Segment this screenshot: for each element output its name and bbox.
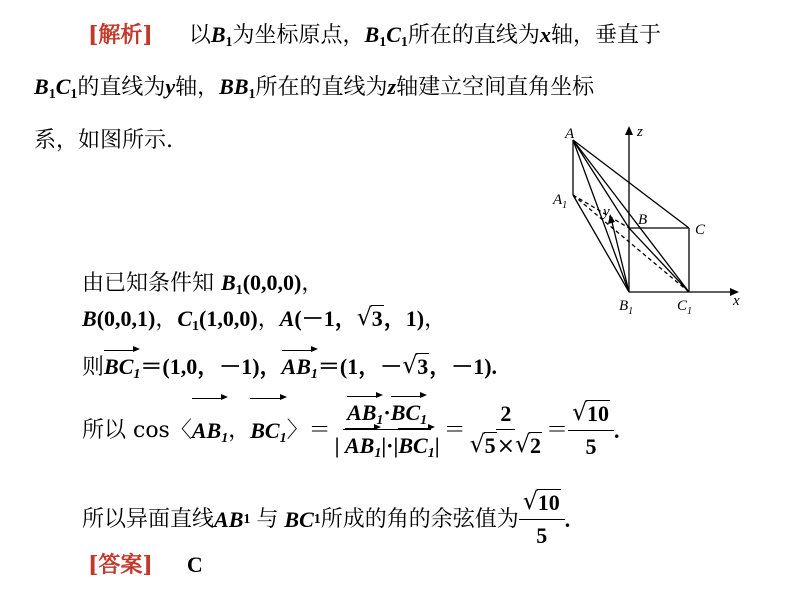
y-axis bbox=[611, 218, 629, 292]
label-c1: $C_1$ bbox=[677, 298, 693, 317]
answer-value: C bbox=[186, 552, 203, 577]
conclusion-line: 所以异面直线 AB 1 与 BC 1 所成的角的余弦值为 √ 10 5 . bbox=[82, 488, 570, 552]
cos-fraction-1: $\frac{AB_1\cdot BC_1}{| AB_1|\cdot|BC_1|}$ bbox=[334, 400, 440, 461]
result-fraction: √ 10 5 bbox=[519, 488, 565, 552]
analysis-line-1: [解析] 以$B_1$为坐标原点，$B_1C_1$所在的直线为x轴，垂直于 bbox=[88, 22, 661, 50]
cos-line: 所以 cos〈 $AB_1$ ， $BC_1$ 〉＝ $\frac{AB_1\cdot BC_1}{| AB_1|\cdot|BC_1|}$ ＝ 2 √ 5× √ 2 ＝ √ 10 5 . bbox=[82, 397, 620, 461]
analysis-tag: [解析] bbox=[88, 22, 153, 48]
edge-a-c bbox=[573, 140, 689, 228]
coords-line-1: 由已知条件知 $B_1(0,0,0)$， bbox=[82, 270, 324, 298]
label-z: z bbox=[637, 124, 643, 140]
analysis-line-2: $B_1C_1$的直线为y轴，$BB_1$所在的直线为z轴建立空间直角坐标 bbox=[34, 74, 595, 102]
label-a1: $A_1$ bbox=[553, 192, 568, 211]
vectors-line: 则$BC_1=(1,0$，－1)，$AB_1=(1$，－ √ 3，－1). bbox=[82, 351, 498, 382]
analysis-line-3: 系，如图所示. bbox=[34, 128, 173, 153]
answer-tag: [答案] bbox=[88, 552, 153, 578]
label-x: x bbox=[733, 293, 740, 309]
cos-fraction-2: 2 √ 5× √ 2 bbox=[469, 400, 542, 459]
edge-a-c1 bbox=[573, 140, 689, 292]
coords-line-2: B(0,0,1)，$C_1(1,0,0)$，A(－1， √ 3，1)， bbox=[82, 303, 447, 334]
edge-a1-c1 bbox=[573, 195, 689, 292]
cos-fraction-3: √ 10 5 bbox=[568, 399, 614, 463]
label-y: y bbox=[603, 204, 610, 220]
z-arrow-icon bbox=[625, 126, 633, 135]
label-c: C bbox=[695, 222, 706, 238]
edge-b-c1 bbox=[629, 228, 689, 292]
edge-a1-b bbox=[573, 195, 629, 228]
label-b: B bbox=[638, 212, 648, 228]
label-a: A bbox=[565, 126, 575, 142]
answer-line bbox=[88, 550, 203, 581]
label-b1: $B_1$ bbox=[619, 298, 634, 317]
coordinate-diagram bbox=[545, 120, 755, 320]
edge-a1-b1 bbox=[573, 195, 629, 292]
